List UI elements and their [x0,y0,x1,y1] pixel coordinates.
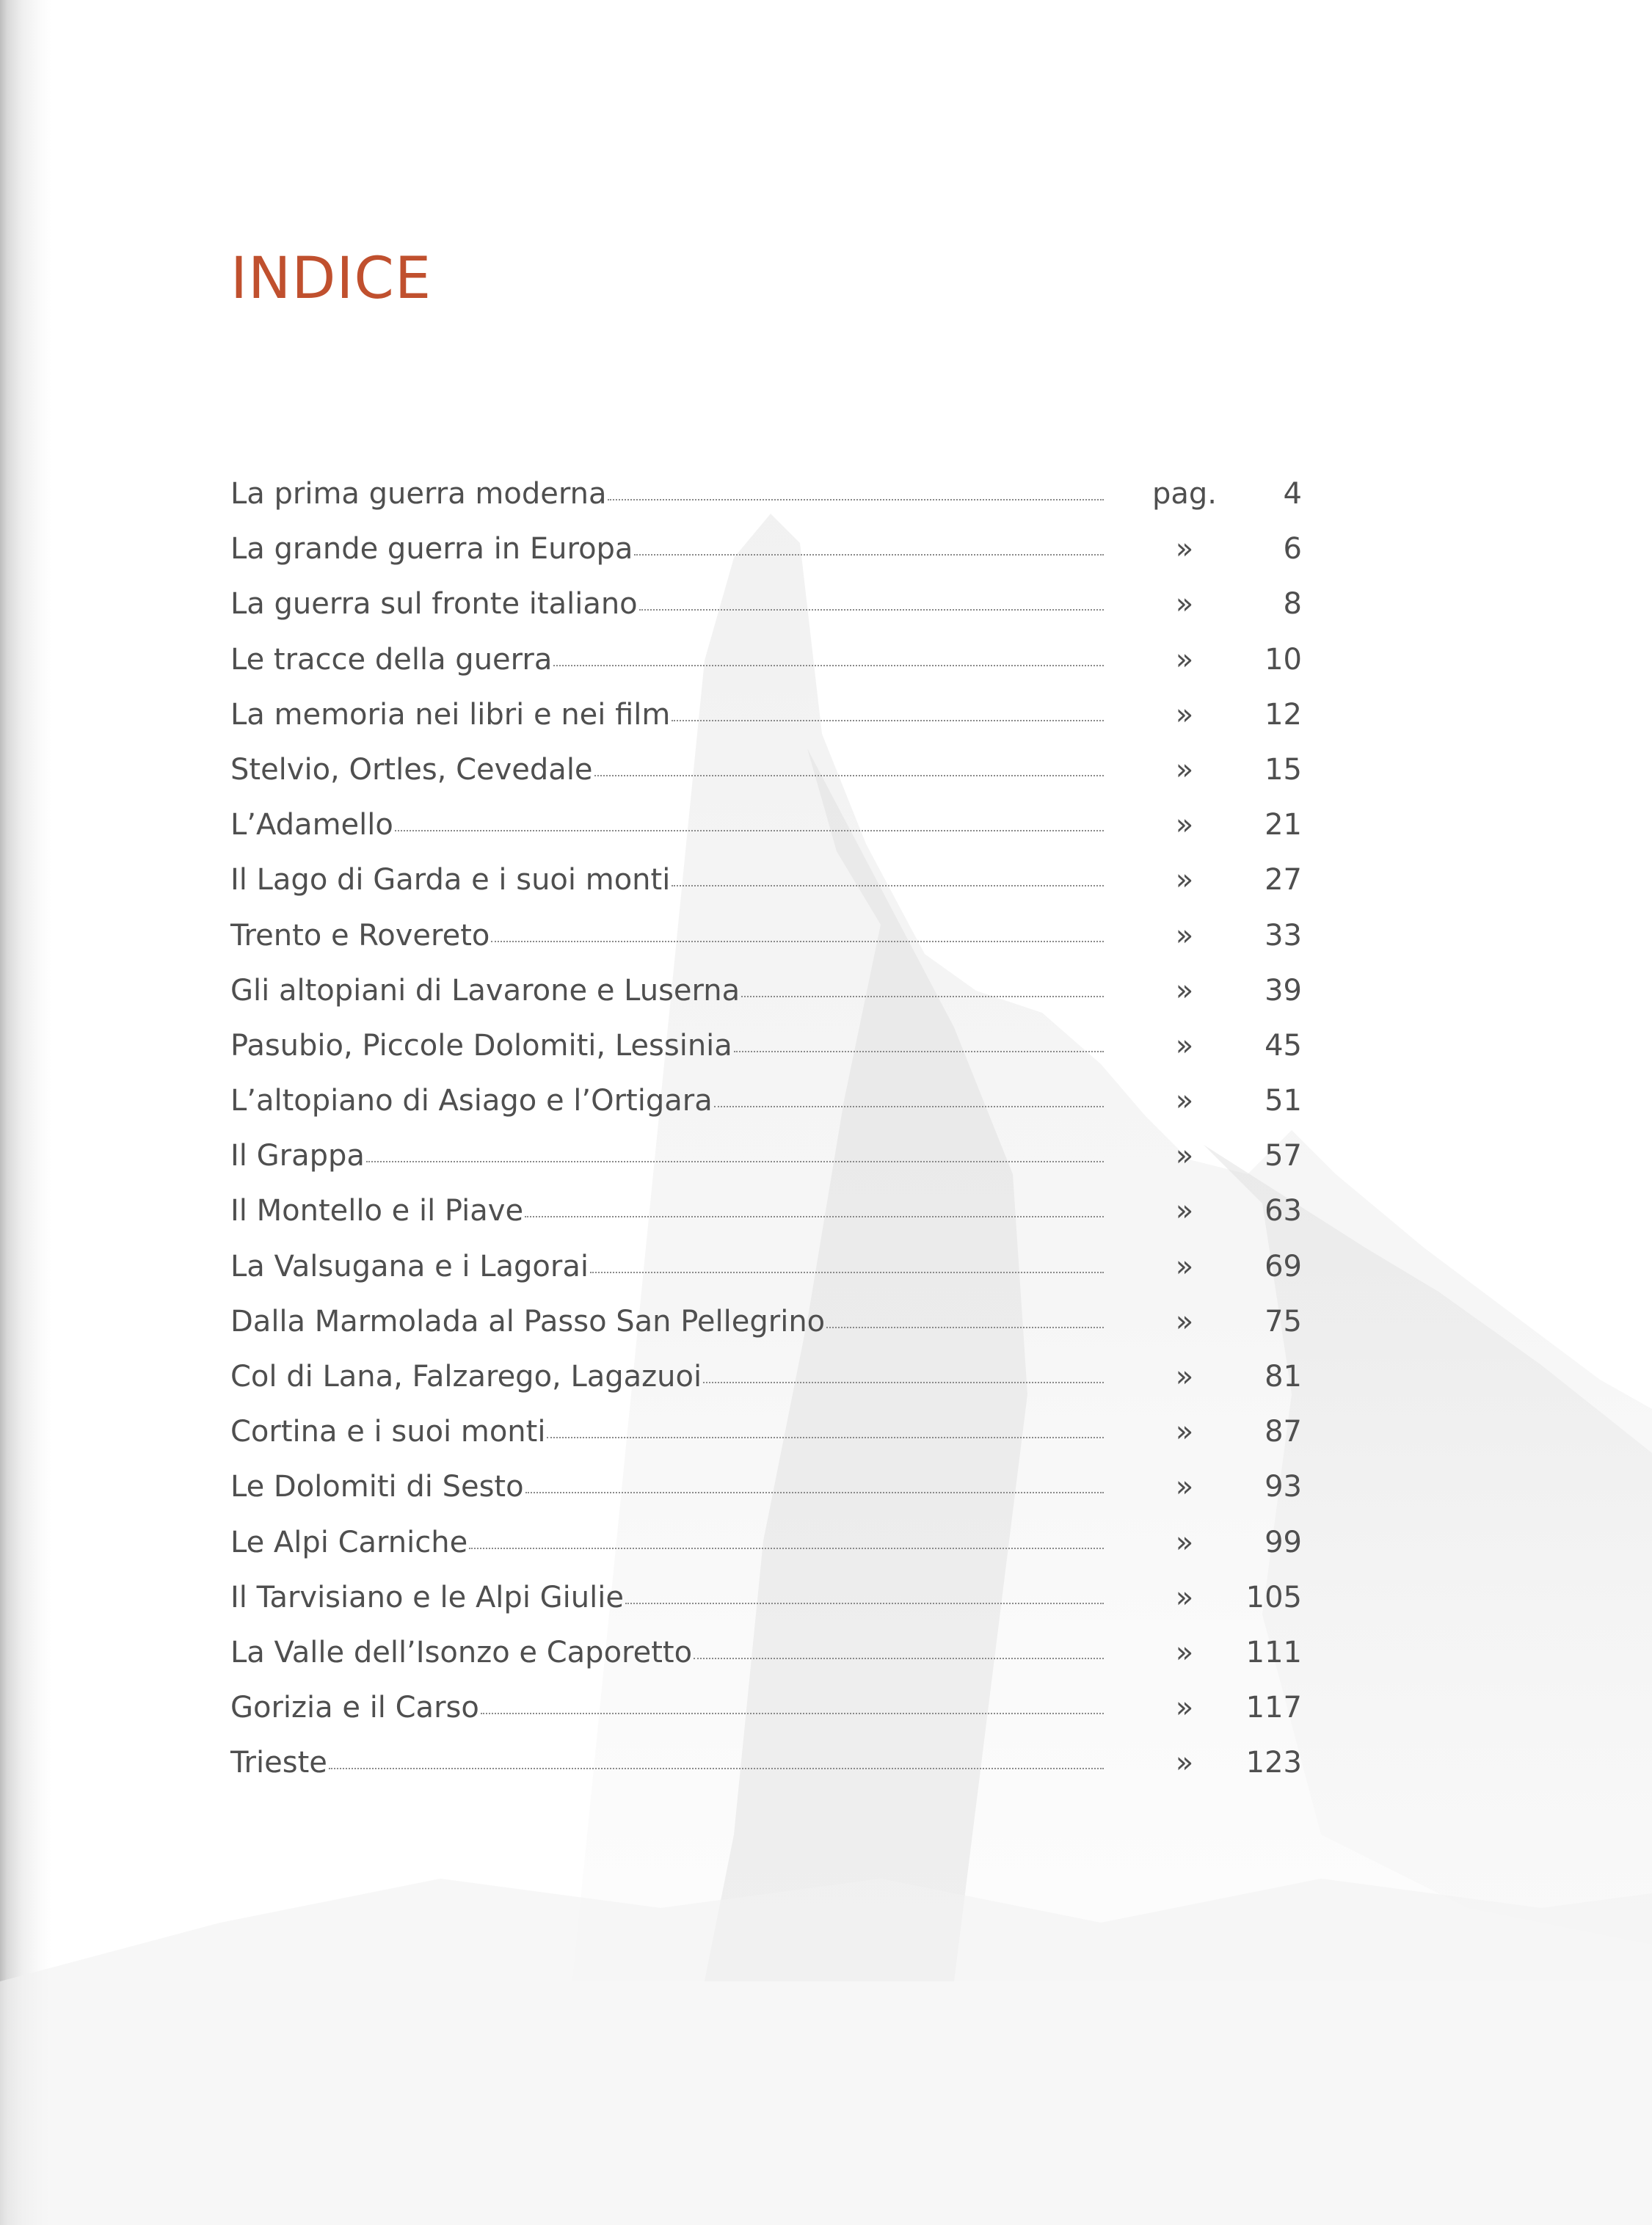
page-marker: » [1175,918,1194,953]
dot-leader [594,775,1104,776]
toc-entry-page: 39 [1265,973,1302,1008]
page-marker: » [1175,1084,1194,1118]
dot-leader [366,1161,1104,1162]
dot-leader [491,941,1104,942]
toc-entry-title: Trieste [230,1746,327,1780]
dot-leader [634,554,1104,556]
toc-entry[interactable] [230,477,1302,532]
toc-entry-title: Le Alpi Carniche [230,1525,468,1559]
toc-entry-title: Trento e Rovereto [230,918,490,953]
page-marker: » [1175,1470,1194,1504]
toc-entry-page: 105 [1245,1580,1302,1614]
toc-entry-page: 99 [1265,1525,1302,1559]
page-marker: » [1175,1028,1194,1063]
page-marker: » [1175,1139,1194,1173]
page-marker: pag. [1151,477,1217,511]
dot-leader [395,830,1104,831]
toc-entry-title: La Valle dell’Isonzo e Caporetto [230,1635,693,1669]
toc-entry[interactable] [230,1084,1302,1139]
page-marker: » [1175,642,1194,677]
page-marker: » [1175,863,1194,897]
toc-entry[interactable] [230,753,1302,808]
toc-entry-page: 111 [1245,1635,1302,1669]
dot-leader [826,1327,1104,1328]
page-marker: » [1175,1746,1194,1780]
toc-entry-page: 69 [1265,1249,1302,1283]
toc-entry[interactable] [230,532,1302,587]
toc-entry[interactable] [230,1581,1302,1636]
toc-entry-page: 12 [1265,697,1302,732]
toc-entry[interactable] [230,1360,1302,1415]
toc-entry-title: Il Tarvisiano e le Alpi Giulie [230,1580,624,1614]
toc-entry-page: 15 [1265,752,1302,787]
toc-entry-page: 10 [1265,642,1302,677]
toc-entry-page: 45 [1265,1028,1302,1063]
dot-leader [329,1768,1104,1769]
toc-entry-title: Le tracce della guerra [230,642,553,677]
toc-entry-title: Pasubio, Piccole Dolomiti, Lessinia [230,1028,732,1063]
toc-entry-page: 21 [1265,808,1302,842]
toc-entry[interactable] [230,643,1302,698]
dot-leader [714,1106,1104,1107]
dot-leader [672,720,1104,721]
page-marker: » [1175,1525,1194,1559]
toc-entry-title: Dalla Marmolada al Passo San Pellegrino [230,1304,826,1339]
dot-leader [525,1492,1104,1493]
toc-entry-page: 27 [1265,863,1302,897]
toc-entry[interactable] [230,919,1302,974]
table-of-contents [230,477,1302,1802]
toc-entry-page: 33 [1265,918,1302,953]
toc-entry[interactable] [230,1746,1302,1801]
dot-leader [547,1437,1104,1438]
page-marker: » [1175,1194,1194,1228]
toc-entry-title: La Valsugana e i Lagorai [230,1249,589,1283]
toc-entry-page: 87 [1265,1415,1302,1449]
toc-entry-title: Cortina e i suoi monti [230,1415,546,1449]
toc-entry-title: Gli altopiani di Lavarone e Luserna [230,973,741,1008]
dot-leader [703,1382,1104,1383]
page-marker: » [1175,532,1194,567]
dot-leader [694,1658,1104,1659]
toc-entry[interactable] [230,1139,1302,1194]
toc-entry-page: 123 [1245,1746,1302,1780]
dot-leader [590,1272,1104,1273]
toc-entry[interactable] [230,974,1302,1029]
toc-entry[interactable] [230,1415,1302,1470]
page-marker: » [1175,808,1194,842]
toc-entry-title: La memoria nei libri e nei film [230,697,671,732]
toc-entry-title: Gorizia e il Carso [230,1691,479,1725]
dot-leader [625,1603,1104,1604]
toc-entry-title: Il Grappa [230,1139,365,1173]
dot-leader [481,1713,1104,1714]
page-marker: » [1175,1415,1194,1449]
page-marker: » [1175,1580,1194,1614]
toc-entry[interactable] [230,1526,1302,1581]
page-marker: » [1175,1691,1194,1725]
page-marker: » [1175,587,1194,622]
toc-entry-title: L’Adamello [230,808,393,842]
toc-entry-page: 63 [1265,1194,1302,1228]
toc-entry-page: 57 [1265,1139,1302,1173]
toc-entry-page: 51 [1265,1084,1302,1118]
toc-entry-page: 8 [1283,587,1302,622]
toc-entry-title: La prima guerra moderna [230,477,607,511]
dot-leader [741,996,1104,997]
toc-entry[interactable] [230,698,1302,753]
toc-entry-title: Col di Lana, Falzarego, Lagazuoi [230,1360,702,1394]
toc-entry[interactable] [230,1691,1302,1746]
dot-leader [553,665,1104,666]
dot-leader [639,609,1104,611]
page-marker: » [1175,697,1194,732]
toc-entry-page: 4 [1283,477,1302,511]
toc-entry-title: La grande guerra in Europa [230,532,633,567]
page-marker: » [1175,1304,1194,1339]
page-marker: » [1175,1360,1194,1394]
toc-entry-title: La guerra sul fronte italiano [230,587,638,622]
dot-leader [469,1548,1104,1549]
toc-entry[interactable] [230,1636,1302,1691]
toc-entry-page: 81 [1265,1360,1302,1394]
dot-leader [525,1216,1104,1217]
toc-entry-title: L’altopiano di Asiago e l’Ortigara [230,1084,713,1118]
toc-entry[interactable] [230,1029,1302,1084]
page-title: INDICE [230,246,432,312]
toc-entry-page: 93 [1265,1470,1302,1504]
toc-entry-page: 6 [1283,532,1302,567]
dot-leader [608,499,1104,500]
page-marker: » [1175,1249,1194,1283]
page-marker: » [1175,1635,1194,1669]
toc-entry[interactable] [230,1305,1302,1360]
toc-entry[interactable] [230,808,1302,863]
dot-leader [734,1051,1104,1052]
toc-entry-page: 117 [1245,1691,1302,1725]
toc-entry-title: Stelvio, Ortles, Cevedale [230,752,593,787]
page-marker: » [1175,973,1194,1008]
toc-entry[interactable] [230,1470,1302,1525]
toc-entry[interactable] [230,1194,1302,1249]
dot-leader [672,885,1104,886]
toc-entry[interactable] [230,1250,1302,1305]
toc-entry-title: Le Dolomiti di Sesto [230,1470,524,1504]
toc-entry[interactable] [230,863,1302,918]
toc-entry-title: Il Montello e il Piave [230,1194,524,1228]
toc-entry-title: Il Lago di Garda e i suoi monti [230,863,671,897]
page-marker: » [1175,752,1194,787]
toc-entry[interactable] [230,587,1302,642]
toc-entry-page: 75 [1265,1304,1302,1339]
